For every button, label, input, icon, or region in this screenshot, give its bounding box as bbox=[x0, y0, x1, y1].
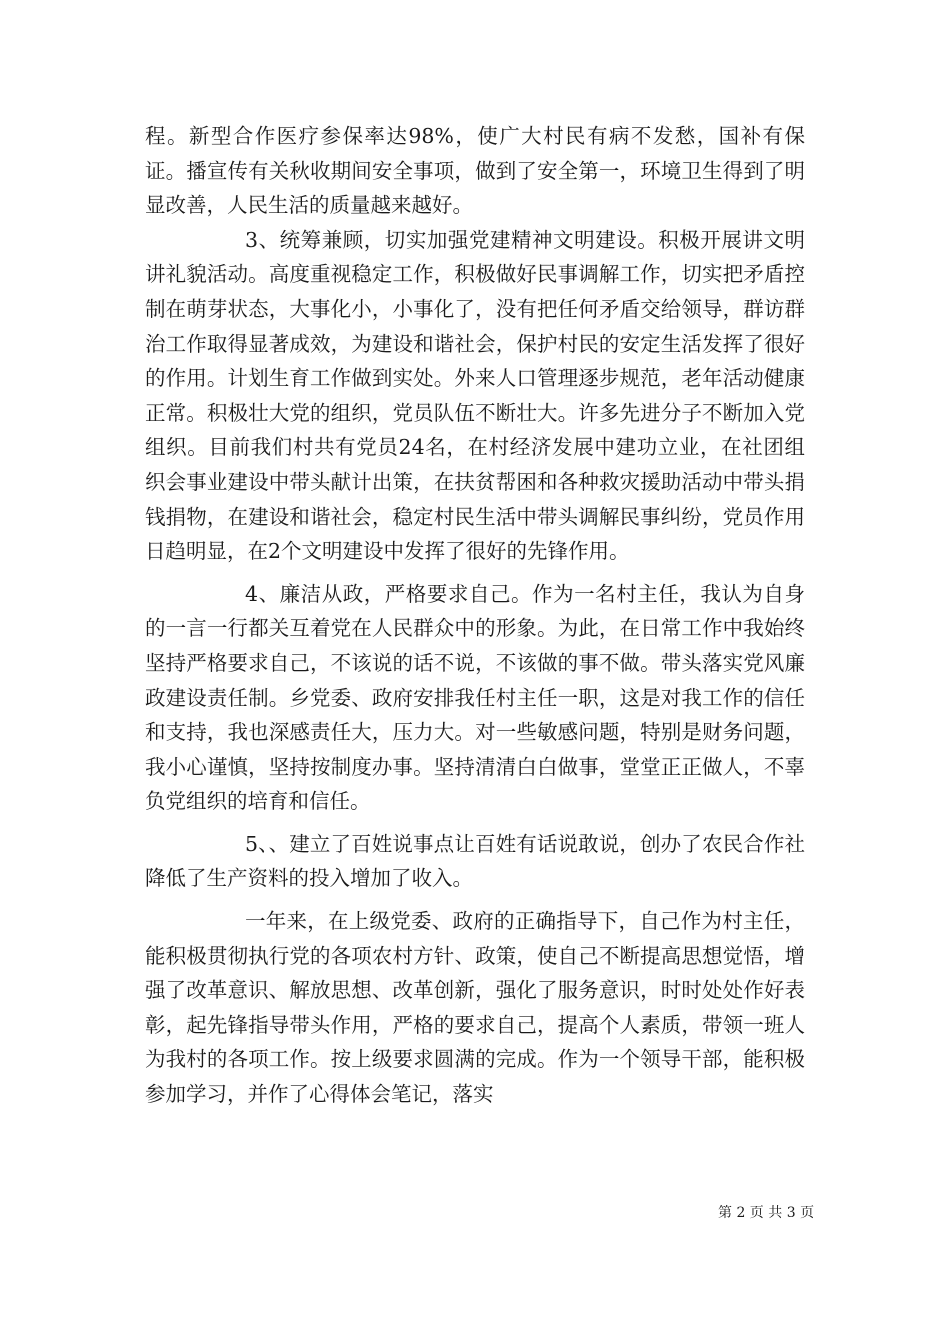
paragraph-1: 程。新型合作医疗参保率达98%，使广大村民有病不发愁，国补有保证。播宣传有关秋收期间安全事项，做到了安全第一，环境卫生得到了明显改善，人民生活的质量越来越好。 bbox=[145, 124, 805, 218]
page-footer: 第 2 页 共 3 页 bbox=[718, 1205, 815, 1221]
paragraph-5: 一年来，在上级党委、政府的正确指导下，自己作为村主任，能积极贯彻执行党的各项农村方针、政策，使自己不断提高思想觉悟，增强了改革意识、解放思想、改革创新，强化了服务意识，时时处处作好表彰，起先锋指导带头作用，严格的要求自己，提高个人素质，带领一班人为我村的各项工作。按上级要求圆满的完成。作为一个领导干部，能积极参加学习，并作了心得体会笔记，落实 bbox=[145, 909, 805, 1107]
paragraph-4: 5、、建立了百姓说事点让百姓有话说敢说，创办了农民合作社降低了生产资料的投入增加了收入。 bbox=[145, 831, 805, 891]
paragraph-3: 4、廉洁从政，严格要求自己。作为一名村主任，我认为自身的一言一行都关互着党在人民群众中的形象。为此，在日常工作中我始终坚持严格要求自己，不该说的话不说，不该做的事不做。带头落实党风廉政建设责任制。乡党委、政府安排我任村主任一职，这是对我工作的信任和支持，我也深感责任大，压力大。对一些敏感问题，特别是财务问题，我小心谨慎，坚持按制度办事。坚持清清白白做事，堂堂正正做人，不辜负党组织的培育和信任。 bbox=[145, 581, 805, 814]
paragraph-2: 3、统筹兼顾，切实加强党建精神文明建设。积极开展讲文明讲礼貌活动。高度重视稳定工作，积极做好民事调解工作，切实把矛盾控制在萌芽状态，大事化小，小事化了，没有把任何矛盾交给领导，群访群治工作取得显著成效，为建设和谐社会，保护村民的安定生活发挥了很好的作用。计划生育工作做到实处。外来人口管理逐步规范，老年活动健康正常。积极壮大党的组织，党员队伍不断壮大。许多先进分子不断加入党组织。目前我们村共有党员24名，在村经济发展中建功立业，在社团组织会事业建设中带头献计出策，在扶贫帮困和各种救灾援助活动中带头捐钱捐物，在建设和谐社会，稳定村民生活中带头调解民事纠纷，党员作用日趋明显，在2个文明建设中发挥了很好的先锋作用。 bbox=[145, 227, 805, 564]
body-text bbox=[145, 119, 805, 1112]
